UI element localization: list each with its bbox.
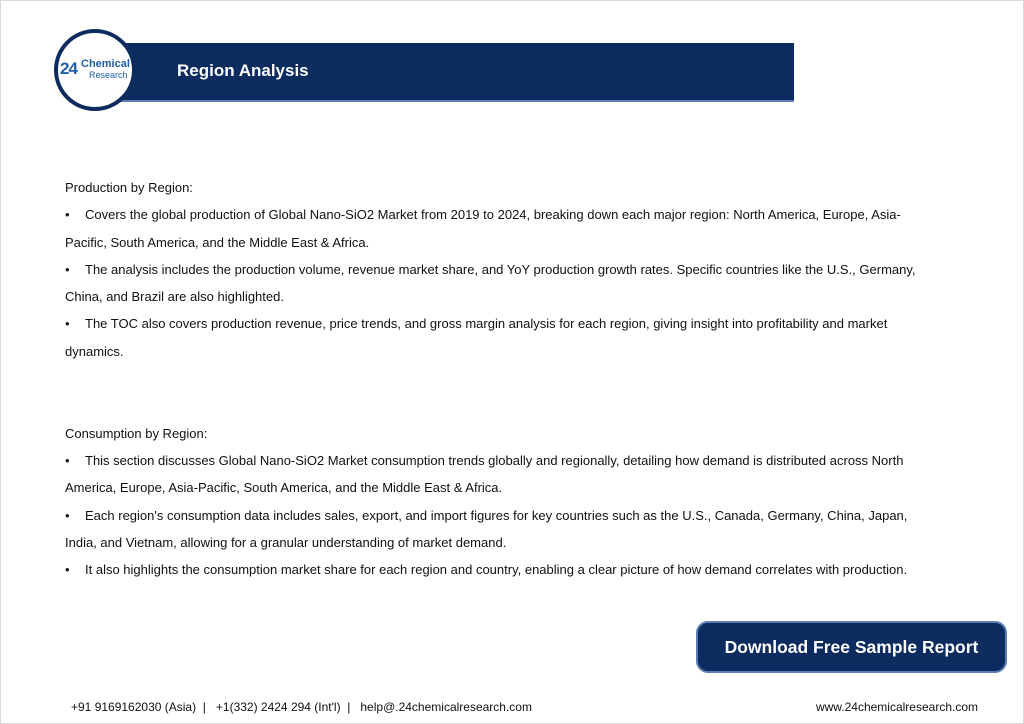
bullet-text: This section discusses Global Nano-SiO2 Market consumption trends globally and regionally, detailing how demand is distributed across North America, Europe, Asia-Pacific, South America, and the Middle East & Africa. [65, 452, 904, 496]
bullet-marker: • [65, 452, 70, 468]
download-sample-button[interactable]: Download Free Sample Report [696, 621, 1007, 673]
bullet-marker: • [65, 507, 70, 523]
logo-text-research: Research [89, 70, 128, 80]
bullet-item [65, 502, 935, 557]
content-body [65, 174, 935, 583]
bullet-marker: • [65, 207, 70, 223]
bullet-item [65, 201, 935, 256]
bullet-marker: • [65, 316, 70, 332]
logo-text-chemical: Chemical [81, 58, 130, 70]
bullet-text: Each region's consumption data includes sales, export, and import figures for key countries such as the U.S., Canada, Germany, China, Japan, India, and Vietnam, allowing for a granular understanding of market demand. [65, 507, 908, 550]
bullet-text: The TOC also covers production revenue, price trends, and gross margin analysis for each region, giving insight into profitability and market dynamics. [65, 316, 888, 359]
bullet-item [65, 556, 935, 583]
bullet-item [65, 256, 935, 311]
section-heading-consumption: Consumption by Region: [65, 425, 208, 441]
bullet-marker: • [65, 261, 70, 277]
bullet-item [65, 447, 935, 502]
section-spacer [65, 392, 935, 419]
footer-contact: +91 9169162030 (Asia) | +1(332) 2424 294 (Int'l) | help@.24chemicalresearch.com [71, 700, 532, 714]
section-heading-production: Production by Region: [65, 180, 193, 195]
bullet-item [65, 310, 935, 365]
footer-website-link[interactable]: www.24chemicalresearch.com [815, 700, 978, 714]
bullet-text: The analysis includes the production volume, revenue market share, and YoY production growth rates. Specific countries like the U.S., Germany, China, and Brazil are also highlighted. [65, 261, 916, 305]
section-spacer [65, 365, 935, 392]
page-title: Region Analysis [177, 61, 309, 80]
bullet-text: It also highlights the consumption market share for each region and country, enabling a clear picture of how demand correlates with production. [85, 562, 908, 578]
logo-number: 24 [60, 59, 77, 78]
bullet-text: Covers the global production of Global Nano-SiO2 Market from 2019 to 2024, breaking down each major region: North America, Europe, Asia-Pacific, South America, and the Middle East & Africa. [65, 207, 901, 250]
bullet-marker: • [65, 562, 70, 578]
